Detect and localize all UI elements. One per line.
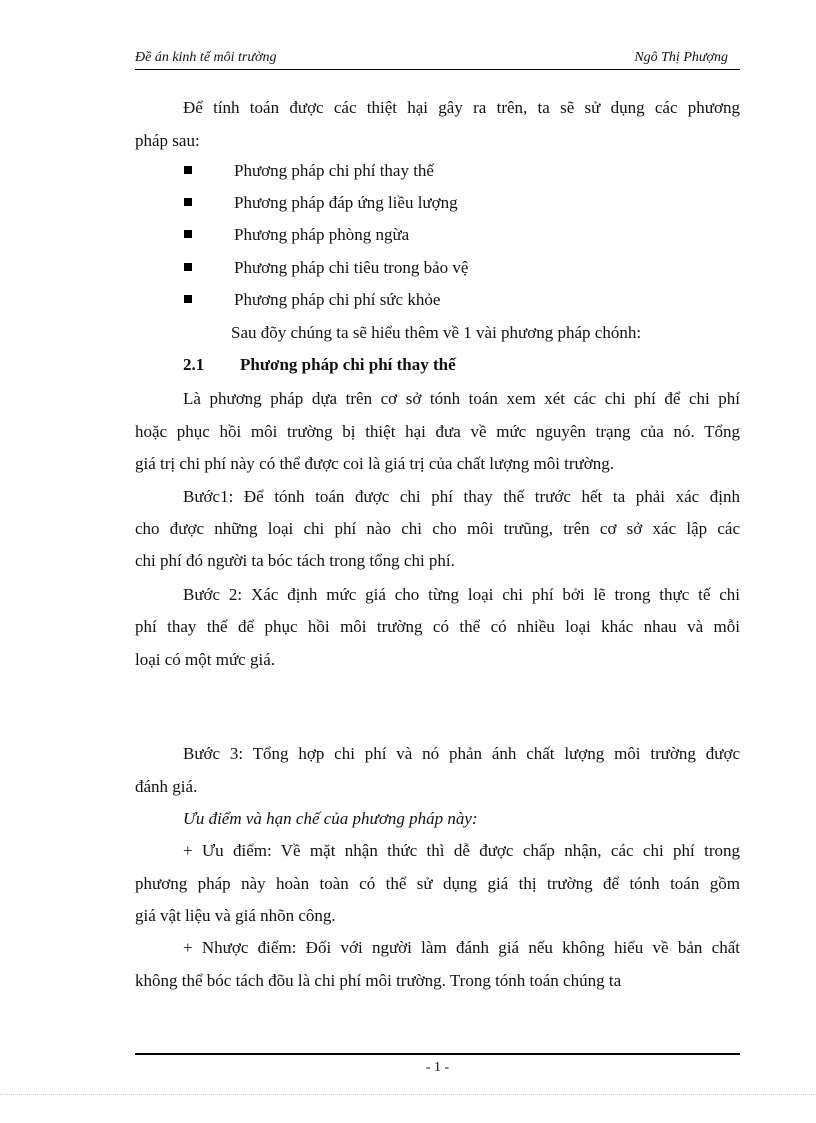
paragraph-line: loại có một mức giá.: [135, 650, 275, 669]
intro-line-1: Để tính toán được các thiệt hại gây ra trên, ta sẽ sử dụng các phương: [183, 98, 740, 117]
paragraph-line: cho được những loại chi phí nào chi cho môi trưũng, trên cơ sở xác lập các: [135, 519, 740, 538]
paragraph-line: + Ưu điểm: Về mặt nhận thức thì dễ được chấp nhận, các chi phí trong: [183, 841, 740, 860]
paragraph-line: Là phương pháp dựa trên cơ sở tónh toán xem xét các chi phí để chi phí: [183, 389, 740, 408]
pros-cons-title: Ưu điểm và hạn chế của phương pháp này:: [183, 809, 478, 828]
bullet-marker: [184, 295, 192, 303]
paragraph-line: chi phí đó người ta bóc tách trong tổng chi phí.: [135, 551, 455, 570]
bullet-item: Phương pháp phòng ngừa: [234, 225, 410, 244]
header-title: Đề án kinh tế môi trường: [135, 50, 277, 65]
paragraph-line: Bước 2: Xác định mức giá cho từng loại chi phí bởi lẽ trong thực tế chi: [183, 585, 740, 604]
paragraph-line: phương pháp này hoàn toàn có thể sử dụng giá thị trường để tónh toán gồm: [135, 874, 740, 893]
page-header: [135, 50, 740, 70]
bullet-item: Phương pháp chi tiêu trong bảo vệ: [234, 258, 469, 277]
paragraph-line: Bước1: Để tónh toán được chi phí thay thế trước hết ta phải xác định: [183, 487, 740, 506]
page-number: - 1 -: [425, 1060, 450, 1075]
after-bullets-text: Sau đõy chúng ta sẽ hiểu thêm về 1 vài phương pháp chónh:: [231, 323, 642, 342]
page-break-line: [0, 1094, 816, 1095]
bullet-marker: [184, 263, 192, 271]
paragraph-line: giá trị chi phí này có thể được coi là giá trị của chất lượng môi trường.: [135, 454, 615, 473]
section-number: 2.1: [183, 355, 205, 374]
paragraph-line: Bước 3: Tổng hợp chi phí và nó phản ánh chất lượng môi trường được: [183, 744, 740, 763]
paragraph-line: hoặc phục hồi môi trường bị thiệt hại đưa về mức nguyên trạng của nó. Tổng: [135, 422, 740, 441]
bullet-item: Phương pháp đáp ứng liều lượng: [234, 193, 458, 212]
section-title: Phương pháp chi phí thay thế: [240, 355, 456, 374]
footer-rule: [135, 1053, 740, 1055]
bullet-marker: [184, 166, 192, 174]
header-rule: [135, 69, 740, 70]
paragraph-line: + Nhược điểm: Đối với người làm đánh giá nếu không hiểu về bản chất: [183, 938, 740, 957]
bullet-item: Phương pháp chi phí thay thế: [234, 161, 434, 180]
bullet-item: Phương pháp chi phí sức khỏe: [234, 290, 441, 309]
intro-line-2: pháp sau:: [135, 131, 200, 150]
header-author: Ngô Thị Phượng: [634, 50, 728, 65]
paragraph-line: đánh giá.: [135, 777, 198, 796]
paragraph-line: giá vật liệu và giá nhõn công.: [135, 906, 336, 925]
paragraph-line: không thể bóc tách đõu là chi phí môi trường. Trong tónh toán chúng ta: [135, 971, 622, 990]
bullet-marker: [184, 198, 192, 206]
bullet-marker: [184, 230, 192, 238]
paragraph-line: phí thay thế để phục hồi môi trường có thể có nhiều loại khác nhau và mỗi: [135, 617, 740, 636]
